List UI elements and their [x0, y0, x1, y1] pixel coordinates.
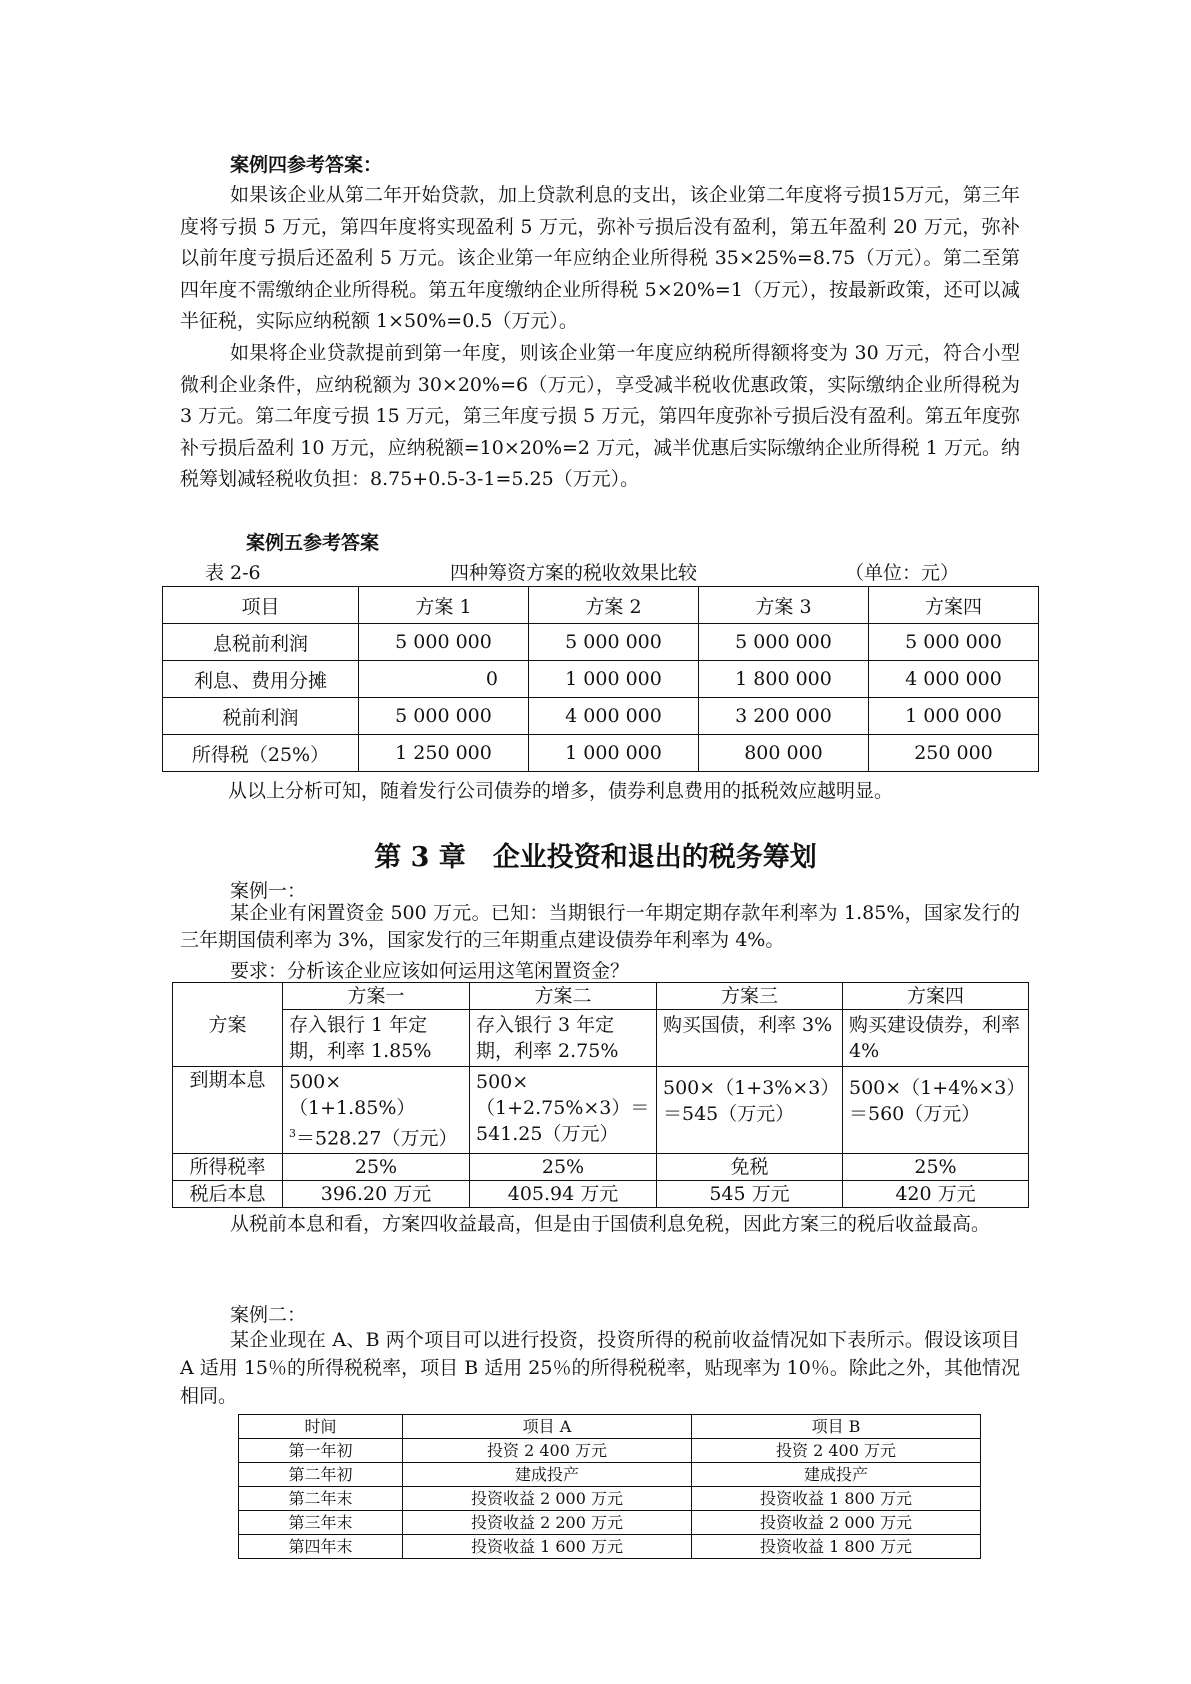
table-number: 表 2-6 — [205, 562, 261, 584]
table-header-row — [163, 587, 1039, 624]
table-cell: 25% — [470, 1154, 657, 1181]
header-cell: 方案 3 — [699, 587, 869, 624]
table-row — [239, 1439, 981, 1463]
table-header-row — [239, 1415, 981, 1439]
ch3-case1-label: 案例一： — [230, 880, 307, 902]
header-cell: 方案 1 — [359, 587, 529, 624]
chapter-title: 第 3 章 企业投资和退出的税务筹划 — [374, 842, 817, 873]
table-cell: 5 000 000 — [699, 624, 869, 661]
row-label: 所得税（25%） — [163, 735, 359, 772]
investment-project-table — [238, 1414, 981, 1559]
table-row — [173, 1067, 1029, 1154]
row-label: 到期本息 — [173, 1067, 283, 1154]
table-cell: 投资收益 1 600 万元 — [403, 1535, 692, 1559]
table-row — [239, 1535, 981, 1559]
table-cell: 545 万元 — [657, 1181, 843, 1208]
row-label: 第二年初 — [239, 1463, 403, 1487]
table-cell: 396.20 万元 — [283, 1181, 470, 1208]
exponent: 3 — [289, 1127, 296, 1140]
plan-desc-row — [173, 1010, 1029, 1067]
ch3-case1-paragraph: 某企业有闲置资金 500 万元。已知：当期银行一年期定期存款年利率为 1.85%，国家发行的三年期国债利率为 3%，国家发行的三年期重点建设债券年利率为 4%。 — [180, 902, 1020, 951]
row-label: 方案 — [173, 983, 283, 1067]
header-cell: 方案四 — [843, 983, 1029, 1010]
table-cell: 500×（1+4%×3）＝560（万元） — [843, 1067, 1029, 1154]
table-row — [239, 1463, 981, 1487]
row-label: 第四年末 — [239, 1535, 403, 1559]
table-cell: 0 — [359, 661, 529, 698]
table-cell: 250 000 — [869, 735, 1039, 772]
row-label: 第二年末 — [239, 1487, 403, 1511]
row-label: 税前利润 — [163, 698, 359, 735]
table-row — [163, 624, 1039, 661]
ch3-case2-paragraph: 某企业现在 A、B 两个项目可以进行投资，投资所得的税前收益情况如下表所示。假设该项目 A 适用 15％的所得税税率，项目 B 适用 25％的所得税税率，贴现率为 10％。除此之外，其他情况相同。 — [180, 1329, 1020, 1407]
header-cell: 项目 — [163, 587, 359, 624]
ch3-case1-requirement: 要求：分析该企业应该如何运用这笔闲置资金？ — [230, 960, 630, 982]
table-cell: 建成投产 — [692, 1463, 981, 1487]
table-unit: （单位：元） — [845, 562, 960, 584]
row-label: 第三年末 — [239, 1511, 403, 1535]
case5-heading: 案例五参考答案 — [246, 532, 380, 554]
table-cell: 5 000 000 — [869, 624, 1039, 661]
row-label: 第一年初 — [239, 1439, 403, 1463]
row-label: 利息、费用分摊 — [163, 661, 359, 698]
ch3-case1-conclusion: 从税前本息和看，方案四收益最高，但是由于国债利息免税，因此方案三的税后收益最高。 — [230, 1213, 991, 1235]
table-cell: 4 000 000 — [529, 698, 699, 735]
table-cell: 投资 2 400 万元 — [692, 1439, 981, 1463]
table-row — [239, 1487, 981, 1511]
maturity-result: ＝528.27（万元） — [296, 1127, 458, 1150]
table-row — [163, 698, 1039, 735]
table-cell: 投资收益 2 000 万元 — [692, 1511, 981, 1535]
idle-fund-plan-table — [172, 982, 1029, 1208]
table-cell: 存入银行 3 年定期，利率 2.75% — [470, 1010, 657, 1067]
table-cell: 投资收益 1 800 万元 — [692, 1487, 981, 1511]
row-label: 所得税率 — [173, 1154, 283, 1181]
table-title: 四种筹资方案的税收效果比较 — [450, 562, 698, 584]
table-cell: 免税 — [657, 1154, 843, 1181]
header-cell: 时间 — [239, 1415, 403, 1439]
table-cell: 存入银行 1 年定期，利率 1.85% — [283, 1010, 470, 1067]
header-cell: 方案一 — [283, 983, 470, 1010]
table-row — [173, 1154, 1029, 1181]
table-cell: 投资收益 1 800 万元 — [692, 1535, 981, 1559]
row-label: 息税前利润 — [163, 624, 359, 661]
header-cell: 项目 B — [692, 1415, 981, 1439]
table-cell: 投资收益 2 000 万元 — [403, 1487, 692, 1511]
table-cell: 5 000 000 — [529, 624, 699, 661]
case5-conclusion: 从以上分析可知，随着发行公司债券的增多，债券利息费用的抵税效应越明显。 — [228, 780, 894, 802]
table-row — [173, 1181, 1029, 1208]
header-cell: 方案三 — [657, 983, 843, 1010]
table-cell: 800 000 — [699, 735, 869, 772]
table-row — [163, 735, 1039, 772]
table-cell: 1 800 000 — [699, 661, 869, 698]
table-cell: 1 000 000 — [869, 698, 1039, 735]
case4-paragraph-2: 如果将企业贷款提前到第一年度，则该企业第一年度应纳税所得额将变为 30 万元，符合小型微利企业条件，应纳税额为 30×20%=6（万元），享受减半税收优惠政策，实际缴纳企业所得税为 3 万元。第二年度亏损 15 万元，第三年度亏损 5 万元，第四年度弥补亏损后没有盈利。第五年度弥补亏损后盈利 10 万元，应纳税额=10×20%=2 万元，减半优惠后实际缴纳企业所得税 1 万元。纳税筹划减轻税收负担：8.75+0.5-3-1=5.25（万元）。 — [180, 342, 1020, 490]
table-cell — [283, 1067, 470, 1154]
case4-heading: 案例四参考答案： — [230, 154, 383, 176]
plan-header-row — [173, 983, 1029, 1010]
table-cell: 投资收益 2 200 万元 — [403, 1511, 692, 1535]
table-cell: 1 250 000 — [359, 735, 529, 772]
row-label: 税后本息 — [173, 1181, 283, 1208]
table-cell: 500×（1+2.75%×3）＝541.25（万元） — [470, 1067, 657, 1154]
table-row — [239, 1511, 981, 1535]
header-cell: 项目 A — [403, 1415, 692, 1439]
table-cell: 500×（1+3%×3）＝545（万元） — [657, 1067, 843, 1154]
table-cell: 5 000 000 — [359, 624, 529, 661]
table-cell: 建成投产 — [403, 1463, 692, 1487]
maturity-formula: 500×（1+1.85%） — [289, 1071, 416, 1119]
financing-comparison-table — [162, 586, 1039, 772]
table-cell: 购买国债，利率 3% — [657, 1010, 843, 1067]
table-cell: 25% — [843, 1154, 1029, 1181]
table-cell: 购买建设债券，利率 4% — [843, 1010, 1029, 1067]
table-cell: 4 000 000 — [869, 661, 1039, 698]
table-cell: 405.94 万元 — [470, 1181, 657, 1208]
table-cell: 1 000 000 — [529, 661, 699, 698]
table-cell: 投资 2 400 万元 — [403, 1439, 692, 1463]
table-row — [163, 661, 1039, 698]
table-cell: 1 000 000 — [529, 735, 699, 772]
header-cell: 方案四 — [869, 587, 1039, 624]
table-cell: 420 万元 — [843, 1181, 1029, 1208]
header-cell: 方案二 — [470, 983, 657, 1010]
ch3-case2-label: 案例二： — [230, 1304, 307, 1326]
table-cell: 25% — [283, 1154, 470, 1181]
case4-paragraph-1: 如果该企业从第二年开始贷款，加上贷款利息的支出，该企业第二年度将亏损15万元，第三年度将亏损 5 万元，第四年度将实现盈利 5 万元，弥补亏损后没有盈利，第五年盈利 20 万元，弥补以前年度亏损后还盈利 5 万元。该企业第一年应纳企业所得税 35×25%=8.75（万元）。第二至第四年度不需缴纳企业所得税。第五年度缴纳企业所得税 5×20%=1（万元），按最新政策，还可以减半征税，实际应纳税额 1×50%=0.5（万元）。 — [180, 184, 1020, 332]
header-cell: 方案 2 — [529, 587, 699, 624]
table-cell: 5 000 000 — [359, 698, 529, 735]
table-cell: 3 200 000 — [699, 698, 869, 735]
